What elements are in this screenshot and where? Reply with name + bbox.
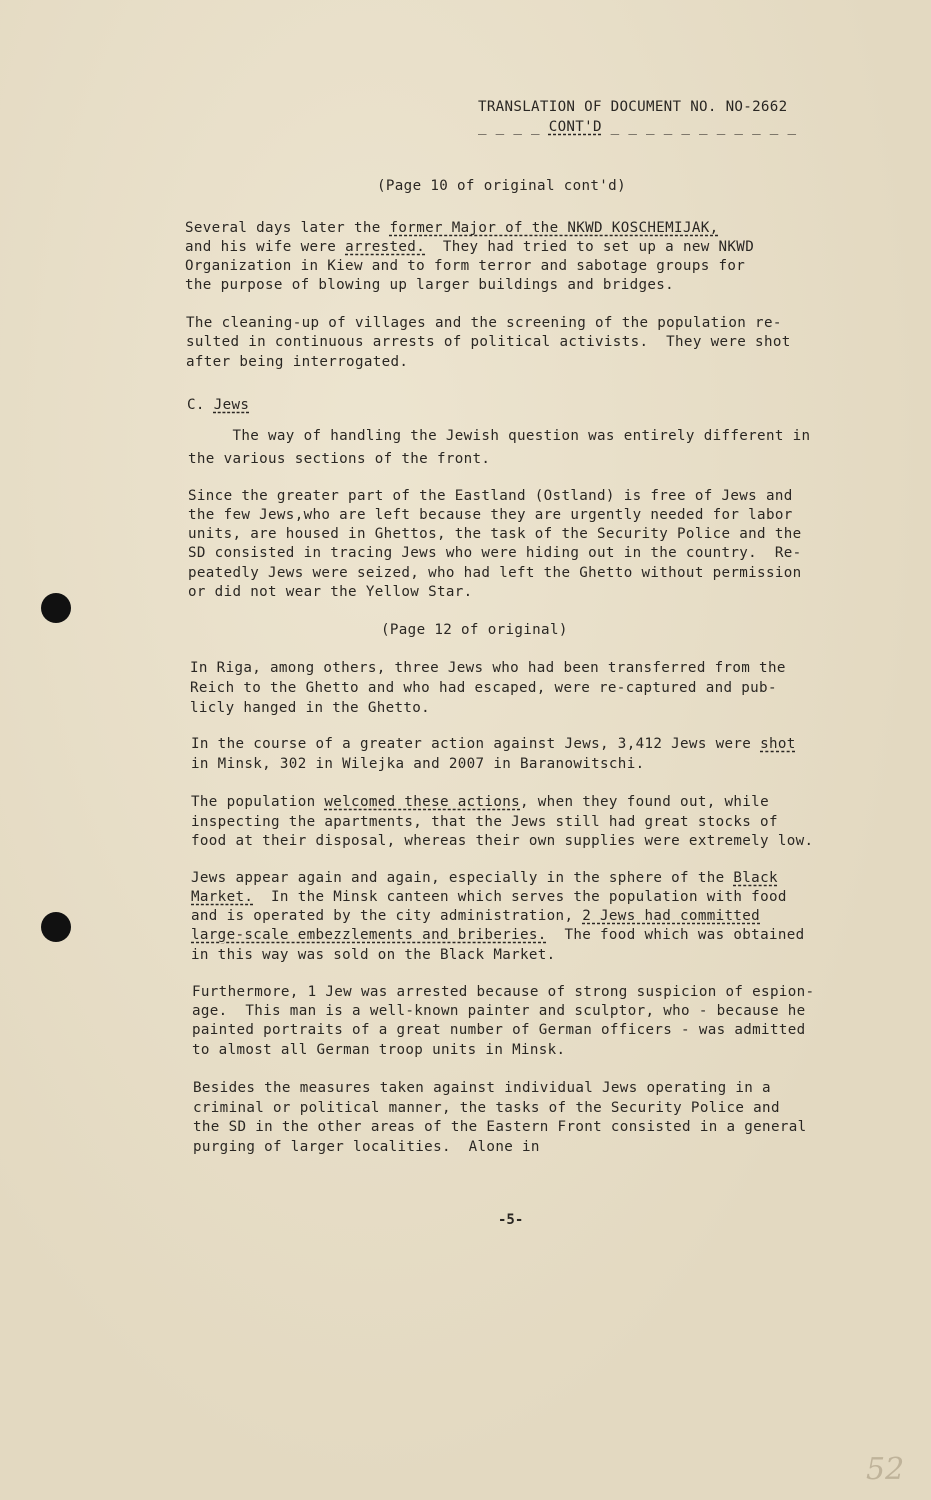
punch-hole-top xyxy=(41,593,71,623)
punch-hole-bottom xyxy=(41,912,71,942)
page-number: -5- xyxy=(498,1212,524,1228)
document-page: TRANSLATION OF DOCUMENT NO. NO-2662 _ _ _ _ CONT'D _ _ _ _ _ _ _ _ _ _ _ (Page 10 of original cont'd) Several days later the former Major of the NKWD KOSCHEMIJAK, and his wife were arrested. They had tried to set up a new NKWD Organization in Kiew and to form terror and sabotage groups for the purpose of blowing up larger buildings and bridges. The cleaning-up of villages and the screening of the population re- sulted in continuous arrests of political activists. They were shot after being interrogated. C. Jews The way of handling the Jewish question was entirely different in the various sections of the front. Since the greater part of the Eastland (Ostland) is free of Jews and the few Jews,who are left because they are urgently needed for labor units, are housed in Ghettos, the task of the Security Police and the SD consisted in tracing Jews who were hiding out in the country. Re- peatedly Jews were seized, who had left the Ghetto without permission or did not wear the Yellow Star. (Page 12 of original) In Riga, among others, three Jews who had been transferred from the Reich to the Ghetto and who had escaped, were re-captured and pub- licly hanged in the Ghetto. In the course of a greater action against Jews, 3,412 Jews were shot in Minsk, 302 in Wilejka and 2007 in Baranowitschi. The population welcomed these actions, when they found out, while inspecting the apartments, that the Jews still had great stocks of food at their disposal, whereas their own supplies were extremely low. Jews appear again and again, especially in the sphere of the Black Market. In the Minsk canteen which serves the population with food and is operated by the city administration, 2 Jews had committed large-scale embezzlements and briberies. The food which was obtained in this way was sold on the Black Market. Furthermore, 1 Jew was arrested because of strong suspicion of espion- age. This man is a well-known painter and sculptor, who - because he painted portraits of a great number of German officers - was admitted to almost all German troop units in Minsk. Besides the measures taken against individual Jews operating in a criminal or political manner, the tasks of the Security Police and the SD in the other areas of the Eastern Front consisted in a general purging of larger localities. Alone in -5- 52 xyxy=(0,0,931,1500)
page-reference: (Page 12 of original) xyxy=(381,622,568,638)
document-title: TRANSLATION OF DOCUMENT NO. NO-2662 xyxy=(478,99,788,115)
folio-number: 52 xyxy=(866,1452,905,1487)
contd-line: _ _ _ _ CONT'D _ _ _ _ _ _ _ _ _ _ _ xyxy=(478,119,797,135)
page-reference: (Page 10 of original cont'd) xyxy=(377,178,626,194)
contd-label: CONT'D xyxy=(548,119,602,135)
section-heading: C. Jews xyxy=(187,397,250,413)
